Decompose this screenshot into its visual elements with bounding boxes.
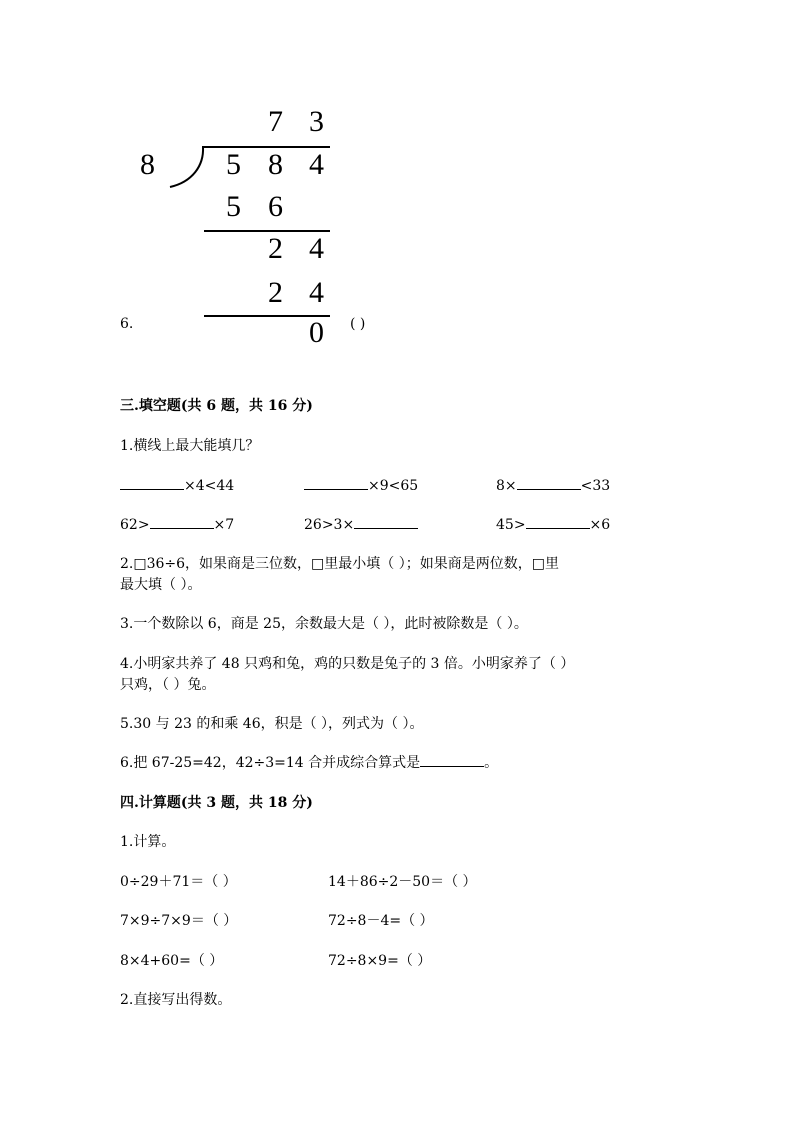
answer-underline[interactable] (150, 514, 214, 529)
answer-underline[interactable] (120, 475, 184, 490)
answer-underline[interactable] (304, 475, 368, 490)
question-label: 2.直接写出得数。 (120, 992, 232, 1008)
calc-item: 14＋86÷2－50＝（ ） (328, 874, 477, 890)
remainder-digit: 2 (268, 232, 283, 265)
section-heading: 三.填空题(共 6 题，共 16 分) (120, 398, 313, 414)
fill-item: 8× <33 (496, 475, 610, 494)
section-heading: 四.计算题(共 3 题，共 18 分) (120, 795, 313, 811)
calc-item: 72÷8－4=（ ） (328, 913, 434, 929)
fill-item: ×9<65 (304, 475, 418, 494)
question-text: 4.小明家共养了 48 只鸡和兔，鸡的只数是兔子的 3 倍。小明家养了（ ） (120, 656, 575, 672)
fill-item: 26>3× (304, 514, 418, 533)
question-text: 2.□36÷6，如果商是三位数，□里最小填（ ）；如果商是两位数，□里 (120, 556, 559, 572)
dividend-digit: 5 (226, 148, 241, 181)
calc-item: 8×4+60=（ ） (120, 953, 224, 969)
step-digit: 2 (268, 276, 283, 309)
step-digit: 5 (226, 190, 241, 223)
step-digit: 6 (268, 190, 283, 223)
calc-item: 7×9÷7×9＝（ ） (120, 913, 238, 929)
question-label: 1.横线上最大能填几？ (120, 438, 260, 454)
quotient-digit: 3 (309, 105, 324, 138)
question-text: 最大填（ ）。 (120, 577, 202, 593)
fill-item: ×4<44 (120, 475, 234, 494)
final-remainder: 0 (309, 316, 324, 349)
division-bracket (166, 144, 208, 190)
answer-underline[interactable] (517, 475, 581, 490)
fill-item: 62> ×7 (120, 514, 234, 533)
step-digit: 4 (309, 276, 324, 309)
answer-underline[interactable] (420, 752, 484, 767)
question-text: 6.把 67-25=42，42÷3=14 合并成综合算式是 。 (120, 752, 498, 772)
question-text: 只鸡，（ ）兔。 (120, 677, 216, 693)
item-number: 6. (120, 316, 134, 332)
dividend-digit: 8 (268, 148, 283, 181)
question-text: 5.30 与 23 的和乘 46，积是（ ），列式为（ ）。 (120, 716, 424, 732)
calc-item: 0÷29＋71＝（ ） (120, 874, 237, 890)
answer-underline[interactable] (354, 514, 418, 529)
fill-item: 45> ×6 (496, 514, 610, 533)
divisor: 8 (140, 148, 155, 181)
dividend-digit: 4 (309, 148, 324, 181)
question-label: 1.计算。 (120, 834, 176, 850)
calc-item: 72÷8×9=（ ） (328, 953, 432, 969)
quotient-digit: 7 (268, 105, 283, 138)
answer-blank[interactable]: ( ) (350, 316, 366, 332)
remainder-digit: 4 (309, 232, 324, 265)
answer-underline[interactable] (526, 514, 590, 529)
question-text: 3.一个数除以 6，商是 25，余数最大是（ ），此时被除数是（ ）。 (120, 616, 528, 632)
